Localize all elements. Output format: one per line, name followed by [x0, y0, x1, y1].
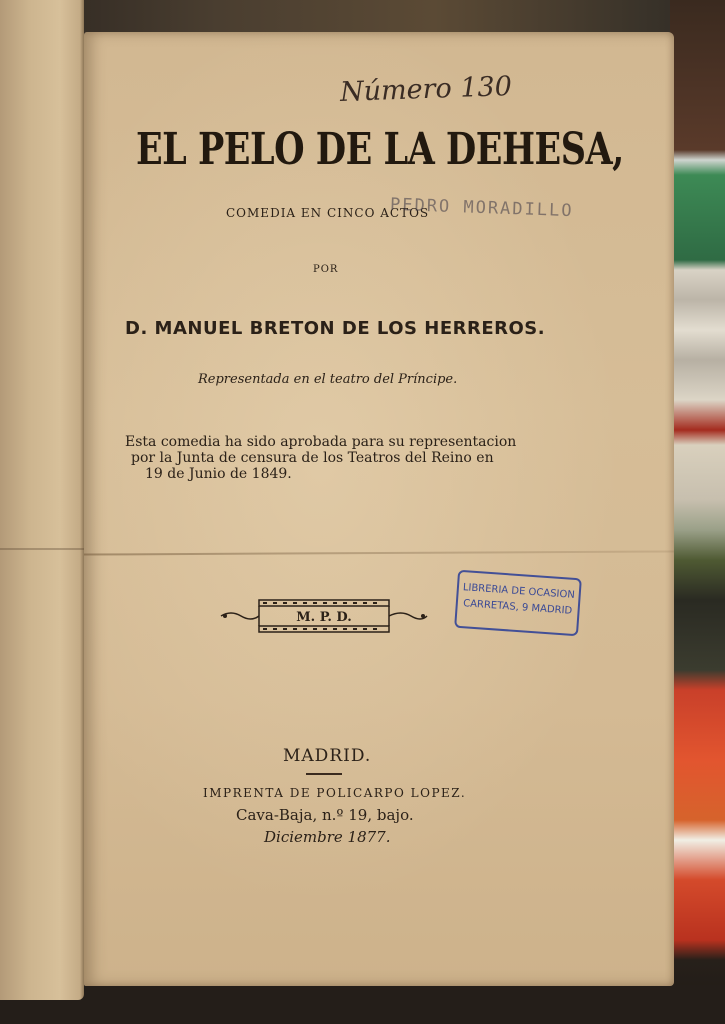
ornament-frame-icon — [219, 592, 429, 640]
left-page-edge — [0, 0, 84, 1000]
approval-line: Esta comedia ha sido aprobada para su representacion — [125, 434, 517, 450]
imprint-rule — [306, 773, 342, 775]
owner-stamp: PEDRO MORADILLO — [389, 194, 574, 222]
bookstore-stamp — [454, 570, 582, 637]
left-page-fold — [0, 548, 84, 550]
page-fold — [84, 550, 674, 555]
imprint-city: MADRID. — [283, 746, 372, 766]
approval-line: 19 de Junio de 1849. — [145, 466, 292, 482]
author-name: D. MANUEL BRETON DE LOS HERREROS. — [125, 318, 546, 339]
handwritten-number: Número 130 — [339, 71, 513, 108]
imprint-date: Diciembre 1877. — [264, 828, 391, 846]
performance-note: Representada en el teatro del Príncipe. — [198, 372, 458, 387]
imprint-address: Cava-Baja, n.º 19, bajo. — [236, 806, 414, 824]
title-page — [84, 32, 674, 986]
ornament-text: M. P. D. — [296, 610, 352, 625]
by-label: POR — [313, 264, 339, 275]
approval-line: por la Junta de censura de los Teatros del Reino en — [131, 450, 494, 466]
book-subtitle: COMEDIA EN CINCO ACTOS — [226, 206, 430, 220]
printer-ornament — [219, 592, 429, 640]
background-books-right — [670, 0, 725, 1024]
approval-note — [125, 434, 525, 482]
imprint-printer: IMPRENTA DE POLICARPO LOPEZ. — [203, 786, 467, 800]
bookstore-stamp-line: LIBRERIA DE OCASION — [462, 582, 576, 601]
book-title: EL PELO DE LA DEHESA, — [136, 124, 624, 176]
background-table — [0, 985, 725, 1024]
bookstore-stamp-line: CARRETAS, 9 MADRID — [462, 598, 573, 617]
